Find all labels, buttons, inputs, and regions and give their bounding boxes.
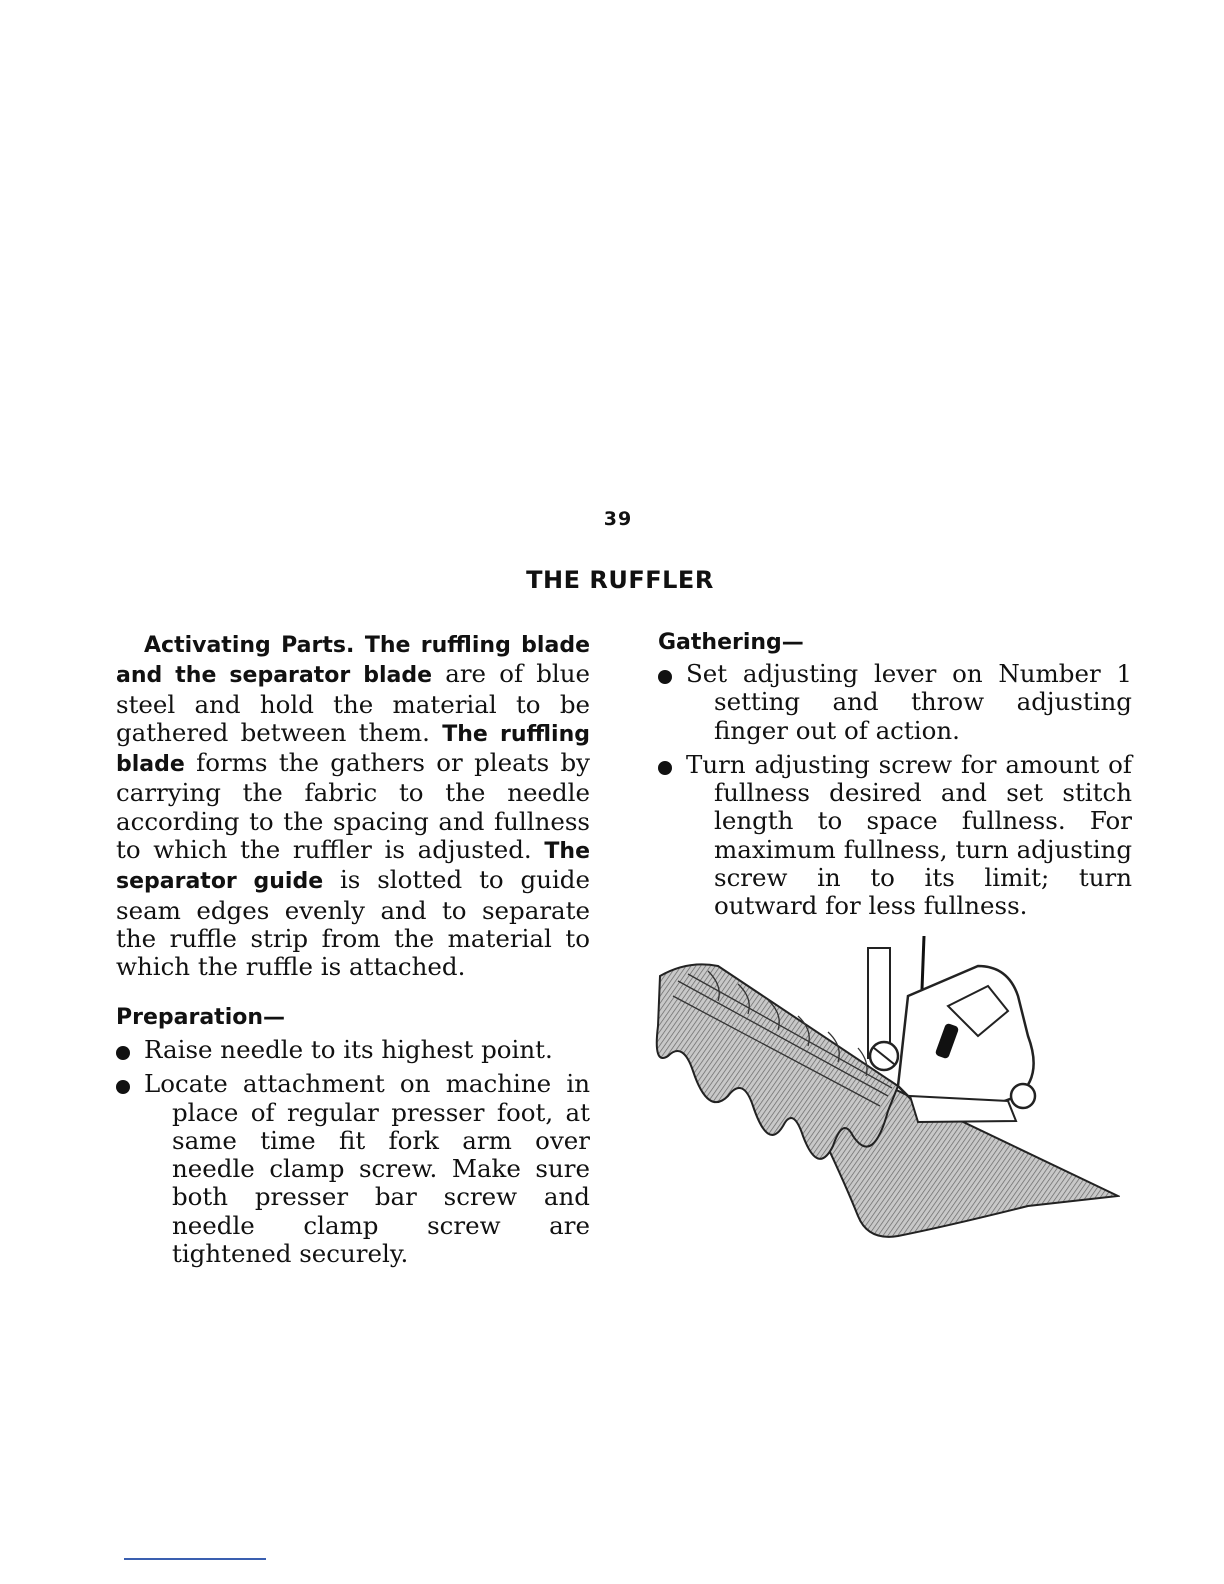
gathering-list — [658, 660, 1132, 927]
preparation-heading: Preparation— — [116, 1005, 286, 1030]
separator-guide-term: The separator guide — [116, 839, 590, 895]
list-item — [116, 1070, 590, 1268]
ruffling-blade-term: The ruffling blade — [364, 633, 590, 658]
preparation-item-1: Raise needle to its highest point. — [144, 1035, 553, 1064]
gathering-heading: Gathering— — [658, 630, 804, 655]
activating-parts-paragraph — [116, 630, 590, 982]
list-item — [658, 660, 1132, 745]
bullet-icon — [116, 1080, 130, 1094]
preparation-list — [116, 1036, 590, 1274]
activating-text-2: forms the gathers or pleats by carrying the fabric to the needle according to the spacing and fullness to which the ruffler is adjusted. — [116, 748, 590, 865]
page-number: 39 — [603, 508, 633, 530]
bullet-icon — [658, 670, 672, 684]
activating-parts-section — [116, 630, 590, 982]
separator-blade-term: and the separator blade — [116, 663, 433, 689]
preparation-item-2: Locate attachment on machine in place of regular presser foot, at same time fit fork arm over needle clamp screw. Make sure both presser bar screw and needle clamp screw are tightened securely. — [144, 1069, 590, 1269]
ruffler-illustration — [648, 936, 1120, 1244]
gathering-item-2: Turn adjusting screw for amount of fullness desired and set stitch length to space fullness. For maximum fullness, turn adjusting screw in to its limit; turn outward for less fullness. — [686, 749, 1132, 921]
activating-text-3: is slotted to guide seam edges evenly and to separate the ruffle strip from the material to which the ruffle is attached. — [116, 865, 590, 982]
gathering-item-1: Set adjusting lever on Number 1 setting and throw adjusting finger out of action. — [686, 659, 1132, 745]
page-title: THE RUFFLER — [526, 566, 714, 594]
bullet-icon — [116, 1046, 130, 1060]
ruffling-blade-term-2: The ruffling blade — [116, 721, 590, 778]
list-item — [658, 751, 1132, 921]
activating-parts-heading: Activating Parts. — [144, 633, 355, 658]
ruffle-strip — [657, 964, 898, 1158]
bullet-icon — [658, 761, 672, 775]
thumb-screw — [1011, 1084, 1035, 1108]
list-item — [116, 1036, 590, 1064]
foot-plate — [910, 1096, 1016, 1122]
activating-text-1: are of blue steel and hold the material to be gathered between them. — [116, 659, 590, 747]
footer-rule — [124, 1558, 266, 1560]
